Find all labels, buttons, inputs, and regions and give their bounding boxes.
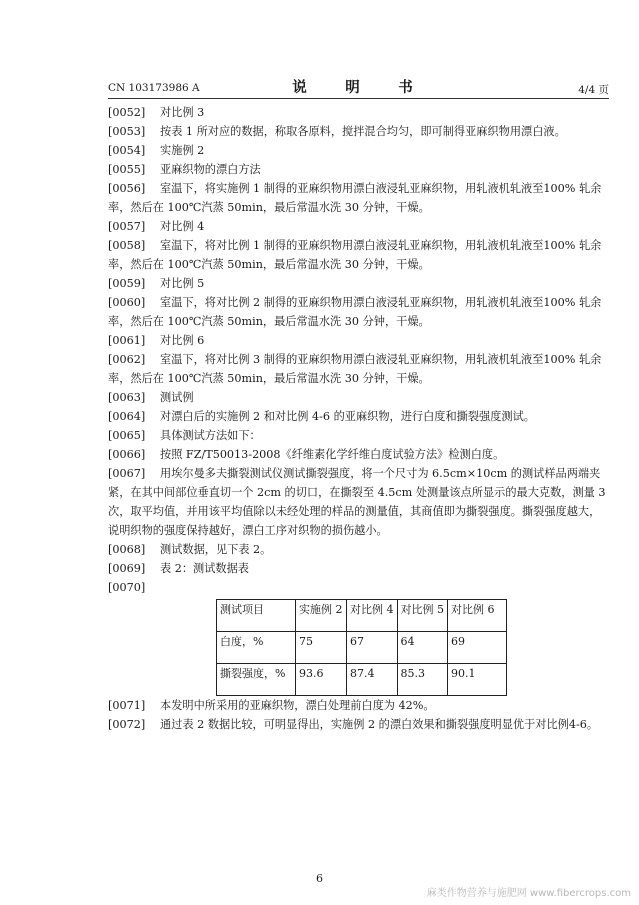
paragraph <box>108 141 609 160</box>
paragraph-id: [0056] <box>108 182 146 195</box>
paragraph <box>108 696 609 715</box>
paragraph-id: [0054] <box>108 144 146 157</box>
document-body <box>108 103 609 734</box>
paragraph-text: 按照 FZ/T50013-2008《纤维素化学纤维白度试验方法》检测白度。 <box>160 448 505 461</box>
table-cell: 87.4 <box>347 664 398 696</box>
paragraph-text: 室温下，将实施例 1 制得的亚麻织物用漂白液浸轧亚麻织物，用轧液机轧液至100% 轧余率，然后在 100℃汽蒸 50min，最后常温水洗 30 分钟，干燥。 <box>108 182 602 214</box>
paragraph-id: [0065] <box>108 429 146 442</box>
paragraph <box>108 540 609 559</box>
paragraph <box>108 715 609 734</box>
paragraph-text: 本发明中所采用的亚麻织物，漂白处理前白度为 42%。 <box>160 699 435 712</box>
table-cell: 64 <box>397 632 448 664</box>
table-cell: 69 <box>448 632 507 664</box>
paragraph-id: [0061] <box>108 334 146 347</box>
table-row <box>217 632 507 664</box>
paragraph-text: 具体测试方法如下： <box>160 429 261 442</box>
paragraph <box>108 407 609 426</box>
paragraph <box>108 103 609 122</box>
paragraph <box>108 426 609 445</box>
paragraph <box>108 293 609 331</box>
paragraph-text: 按表 1 所对应的数据，称取各原料，搅拌混合均匀，即可制得亚麻织物用漂白液。 <box>160 125 566 138</box>
paragraph-id: [0066] <box>108 448 146 461</box>
paragraph-text: 对比例 5 <box>160 277 205 290</box>
paragraph-id: [0062] <box>108 353 146 366</box>
table-cell: 撕裂强度，% <box>217 664 296 696</box>
paragraph <box>108 445 609 464</box>
table-header-cell: 对比例 5 <box>397 600 448 632</box>
paragraph <box>108 179 609 217</box>
table-cell: 85.3 <box>397 664 448 696</box>
paragraph-id: [0063] <box>108 391 146 404</box>
paragraph-id: [0052] <box>108 106 146 119</box>
paragraph-text: 对漂白后的实施例 2 和对比例 4-6 的亚麻织物，进行白度和撕裂强度测试。 <box>160 410 535 423</box>
paragraph-id: [0072] <box>108 718 146 731</box>
paragraph <box>108 122 609 141</box>
paragraph-id: [0057] <box>108 220 146 233</box>
paragraph <box>108 160 609 179</box>
table-header-cell: 对比例 4 <box>347 600 398 632</box>
paragraph-text: 用埃尔曼多夫撕裂测试仪测试撕裂强度，将一个尺寸为 6.5cm×10cm 的测试样品两端夹紧，在其中间部位垂直切一个 2cm 的切口，在撕裂至 4.5cm 处测量该点所显示的最大克数，测量 3 次，取平均值，并用该平均值除以未经处理的样品的测量值，其商值即为撕裂强度。撕裂强度越大，说明织物的强度保持越好，漂白工序对织物的损伤越小。 <box>108 467 606 537</box>
paragraph-list <box>108 103 609 597</box>
paragraph-id: [0070] <box>108 581 146 594</box>
paragraph-id: [0060] <box>108 296 146 309</box>
table-cell: 75 <box>296 632 347 664</box>
doc-number: CN 103173986 A <box>108 82 200 94</box>
paragraph-text: 室温下，将对比例 3 制得的亚麻织物用漂白液浸轧亚麻织物，用轧液机轧液至100% 轧余率，然后在 100℃汽蒸 50min，最后常温水洗 30 分钟，干燥。 <box>108 353 602 385</box>
paragraph <box>108 464 609 540</box>
paragraph <box>108 559 609 578</box>
paragraph <box>108 388 609 407</box>
paragraph-text: 对比例 6 <box>160 334 205 347</box>
watermark: 麻类作物营养与施肥网 www.fibercrops.com <box>426 888 631 899</box>
paragraph-list-after <box>108 696 609 734</box>
page-header <box>108 76 609 99</box>
table-container <box>216 599 609 696</box>
paragraph <box>108 236 609 274</box>
paragraph <box>108 331 609 350</box>
paragraph-text: 亚麻织物的漂白方法 <box>160 163 261 176</box>
paragraph-id: [0058] <box>108 239 146 252</box>
table-header-cell: 对比例 6 <box>448 600 507 632</box>
paragraph <box>108 274 609 293</box>
paragraph-text: 表 2：测试数据表 <box>160 562 249 575</box>
paragraph-id: [0071] <box>108 699 146 712</box>
paragraph-text: 通过表 2 数据比较，可明显得出，实施例 2 的漂白效果和撕裂强度明显优于对比例4-6。 <box>160 718 599 731</box>
paragraph-text: 测试数据，见下表 2。 <box>160 543 272 556</box>
table-header-cell: 实施例 2 <box>296 600 347 632</box>
paragraph-text: 对比例 3 <box>160 106 205 119</box>
paragraph-text: 室温下，将对比例 1 制得的亚麻织物用漂白液浸轧亚麻织物，用轧液机轧液至100% 轧余率，然后在 100℃汽蒸 50min，最后常温水洗 30 分钟，干燥。 <box>108 239 602 271</box>
paragraph-id: [0059] <box>108 277 146 290</box>
page-number: 6 <box>316 872 323 885</box>
paragraph <box>108 350 609 388</box>
paragraph-text: 测试例 <box>160 391 194 404</box>
paragraph-id: [0053] <box>108 125 146 138</box>
doc-title: 说 明 书 <box>292 79 425 96</box>
table-cell: 白度，% <box>217 632 296 664</box>
paragraph-id: [0068] <box>108 543 146 556</box>
paragraph <box>108 578 609 597</box>
paragraph-text: 对比例 4 <box>160 220 205 233</box>
page-info: 4/4 页 <box>578 84 609 96</box>
paragraph-id: [0067] <box>108 467 146 480</box>
paragraph-id: [0064] <box>108 410 146 423</box>
table-cell: 93.6 <box>296 664 347 696</box>
table-row <box>217 664 507 696</box>
paragraph <box>108 217 609 236</box>
table-header-cell: 测试项目 <box>217 600 296 632</box>
table-cell: 90.1 <box>448 664 507 696</box>
paragraph-text: 实施例 2 <box>160 144 205 157</box>
paragraph-id: [0069] <box>108 562 146 575</box>
paragraph-text: 室温下，将对比例 2 制得的亚麻织物用漂白液浸轧亚麻织物，用轧液机轧液至100% 轧余率，然后在 100℃汽蒸 50min，最后常温水洗 30 分钟，干燥。 <box>108 296 602 328</box>
table-header-row <box>217 600 507 632</box>
table-cell: 67 <box>347 632 398 664</box>
test-data-table <box>216 599 507 696</box>
paragraph-id: [0055] <box>108 163 146 176</box>
